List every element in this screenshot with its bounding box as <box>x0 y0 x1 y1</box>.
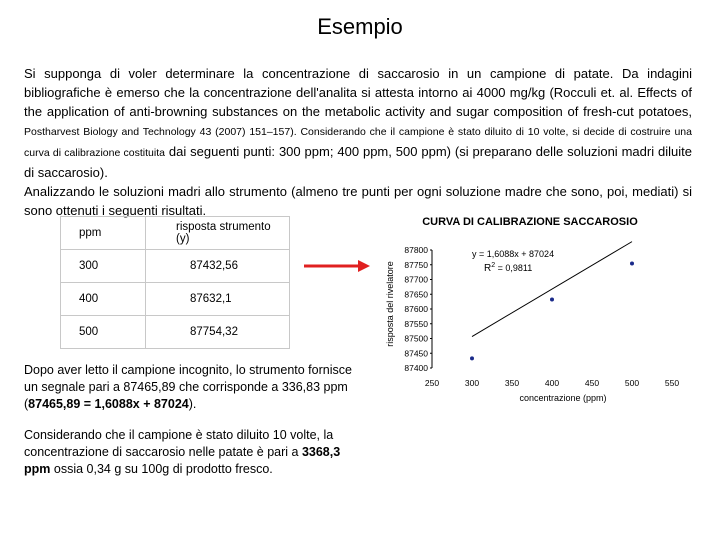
table-cell-response: 87432,56 <box>146 250 290 283</box>
r-squared-exponent: 2 <box>491 262 496 269</box>
intro-text-3: Analizzando le soluzioni madri allo strumento (almeno tre punti per ogni soluzione madre che sono, poi, mediati) si sono ottenuti i seguenti risultati. <box>24 184 692 218</box>
x-axis-ticks <box>425 378 679 388</box>
arrow-head <box>358 260 370 272</box>
intro-text-1: Si supponga di voler determinare la concentrazione di saccarosio in un campione di patate. Da indagini bibliografiche è emerso che la concentrazione dell'analita si attesta intorno ai 4000 mg/kg (Rocculi et. al. Effects of the application of anti-browning substances on the metabolic activity and sugar composition of fresh-cut potatoes, <box>24 66 692 119</box>
table-cell-response: 87754,32 <box>146 316 290 349</box>
y-axis-label: risposta del rivelatore <box>385 261 395 347</box>
data-point <box>630 261 634 265</box>
chart-title: CURVA DI CALIBRAZIONE SACCAROSIO <box>422 216 638 228</box>
trendline-equation: y = 1,6088x + 87024 <box>472 249 555 259</box>
conclusion-result: 3368,3 ppm <box>24 445 341 476</box>
table-header-ppm: ppm <box>61 217 146 250</box>
table-header-response: risposta strumento (y) <box>146 217 290 250</box>
x-tick-label: 300 <box>464 378 480 388</box>
x-tick-label: 450 <box>584 378 600 388</box>
intro-reference: Postharvest Biology and Technology 43 (2007) 151–157). Considerando che il campione è stato diluito di 10 volte, si decide di costruire una curva di calibrazione costituita <box>24 126 692 159</box>
table-row <box>61 283 290 316</box>
y-tick-label: 87500 <box>404 333 428 344</box>
x-axis-label: concentrazione (ppm) <box>519 393 607 403</box>
x-tick-label: 500 <box>624 378 640 388</box>
x-tick-label: 350 <box>504 378 520 388</box>
intro-text-2: dai seguenti punti: 300 ppm; 400 ppm, 500 ppm) (si preparano delle soluzioni madri diluite di saccarosio). <box>24 144 692 180</box>
x-tick-label: 250 <box>424 378 440 388</box>
y-tick-label: 87550 <box>404 318 428 329</box>
x-tick-label: 400 <box>544 378 560 388</box>
conclusion-text-2a: Considerando che il campione è stato diluito 10 volte, la concentrazione di saccarosio nelle patate è pari a <box>24 428 334 459</box>
data-point <box>470 356 474 360</box>
y-tick-label: 87800 <box>404 245 428 255</box>
y-axis-ticks <box>404 245 432 373</box>
conclusion-text-2b: ossia 0,34 g su 100g di prodotto fresco. <box>50 462 273 476</box>
table-cell-ppm: 400 <box>61 283 146 316</box>
results-table <box>60 216 290 349</box>
table-row <box>61 250 290 283</box>
table-cell-ppm: 500 <box>61 316 146 349</box>
conclusion-text-1a: Dopo aver letto il campione incognito, lo strumento fornisce un segnale pari a 87465,89 che corrisponde a 336,83 ppm ( <box>24 363 352 411</box>
y-tick-label: 87750 <box>404 259 428 270</box>
y-tick-label: 87400 <box>404 363 428 373</box>
calibration-chart <box>380 210 700 410</box>
y-tick-label: 87700 <box>404 274 428 285</box>
table-cell-response: 87632,1 <box>146 283 290 316</box>
y-tick-label: 87650 <box>404 289 428 300</box>
conclusion-text-1b: ). <box>188 397 197 411</box>
intro-paragraph <box>24 64 692 220</box>
conclusion-paragraph-1 <box>24 362 364 413</box>
data-point <box>550 298 554 302</box>
arrow-right-icon <box>302 258 372 274</box>
x-tick-label: 550 <box>664 378 680 388</box>
data-points <box>470 261 634 360</box>
y-tick-label: 87600 <box>404 304 428 314</box>
table-header-row <box>61 217 290 250</box>
y-tick-label: 87450 <box>404 348 428 359</box>
conclusion-text <box>24 362 364 492</box>
conclusion-equation: 87465,89 = 1,6088x + 87024 <box>28 397 189 411</box>
r-squared-symbol: R <box>484 263 492 274</box>
r-squared-value: = 0,9811 <box>495 263 533 273</box>
slide-title: Esempio <box>317 14 403 39</box>
table-row <box>61 316 290 349</box>
conclusion-paragraph-2 <box>24 427 364 478</box>
r-squared-label <box>484 262 532 274</box>
table-cell-ppm: 300 <box>61 250 146 283</box>
